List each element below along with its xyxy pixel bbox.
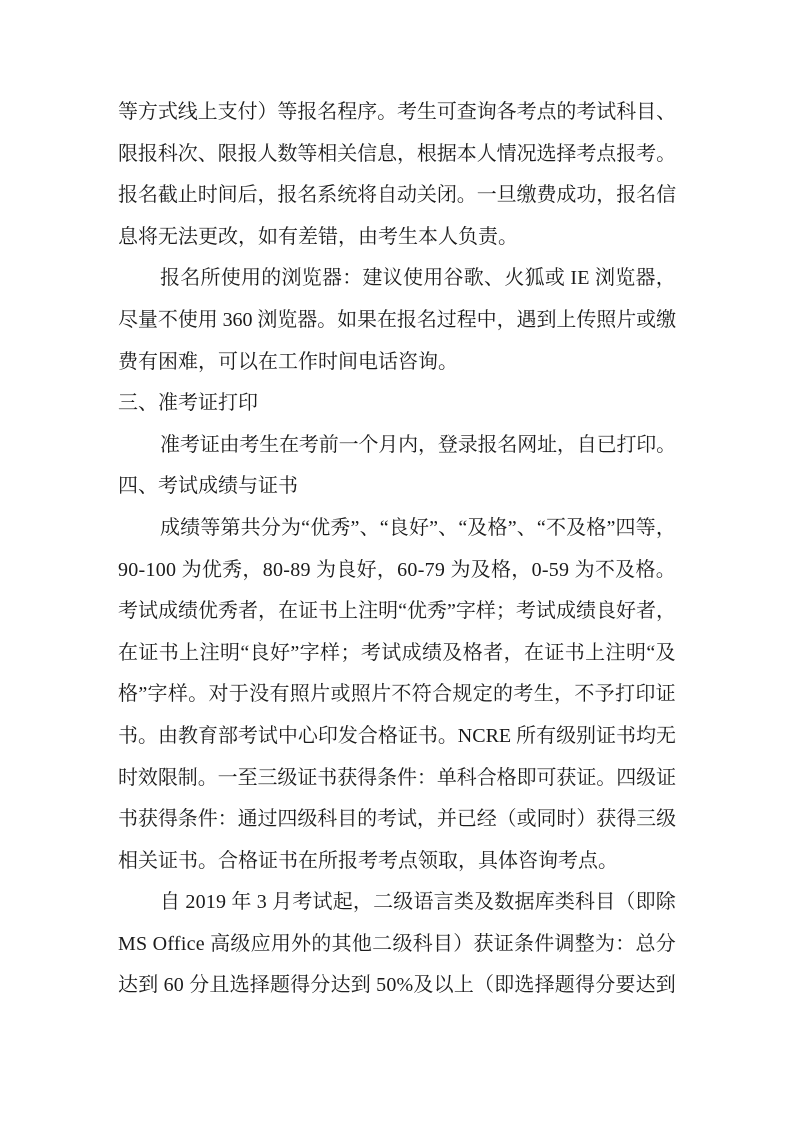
text-block bbox=[118, 92, 676, 1007]
text-line bbox=[118, 799, 676, 841]
text-line-content: 报名所使用的浏览器：建议使用谷歌、火狐或 IE 浏览器， bbox=[160, 267, 676, 290]
text-line-content: 考试成绩优秀者，在证书上注明“优秀”字样；考试成绩良好者， bbox=[118, 600, 676, 623]
text-line-content: 限报科次、限报人数等相关信息，根据本人情况选择考点报考。 bbox=[118, 142, 676, 165]
text-line-content: 时效限制。一至三级证书获得条件：单科合格即可获证。四级证 bbox=[118, 766, 676, 789]
text-line bbox=[118, 550, 676, 592]
section-heading-3 bbox=[118, 383, 676, 425]
text-line-content: 在证书上注明“良好”字样；考试成绩及格者，在证书上注明“及 bbox=[118, 641, 676, 664]
text-line bbox=[118, 591, 676, 633]
text-line bbox=[118, 342, 676, 384]
text-line bbox=[118, 674, 676, 716]
text-line bbox=[118, 258, 676, 300]
text-line bbox=[118, 716, 676, 758]
text-line bbox=[118, 508, 676, 550]
text-line bbox=[118, 134, 676, 176]
text-line-content: 报名截止时间后，报名系统将自动关闭。一旦缴费成功，报名信 bbox=[118, 184, 676, 207]
text-line-content: 准考证由考生在考前一个月内，登录报名网址，自已打印。 bbox=[160, 433, 676, 456]
text-line-content: 格”字样。对于没有照片或照片不符合规定的考生，不予打印证 bbox=[118, 683, 676, 706]
text-line-content: 等方式线上支付）等报名程序。考生可查询各考点的考试科目、 bbox=[118, 101, 676, 123]
text-line bbox=[118, 300, 676, 342]
section-heading-4 bbox=[118, 466, 676, 508]
text-line bbox=[118, 92, 676, 134]
text-line-content: 成绩等第共分为“优秀”、“良好”、“及格”、“不及格”四等， bbox=[160, 516, 676, 539]
text-line bbox=[118, 965, 676, 1007]
text-line bbox=[118, 425, 676, 467]
text-line-content: 书。由教育部考试中心印发合格证书。NCRE 所有级别证书均无 bbox=[118, 724, 676, 747]
text-line bbox=[118, 758, 676, 800]
text-line bbox=[118, 175, 676, 217]
section-heading-text: 四、考试成绩与证书 bbox=[118, 475, 298, 498]
text-line-content: 费有困难，可以在工作时间电话咨询。 bbox=[118, 350, 458, 373]
section-heading-text: 三、准考证打印 bbox=[118, 392, 258, 415]
text-line bbox=[118, 217, 676, 259]
text-line bbox=[118, 633, 676, 675]
text-line-content: 相关证书。合格证书在所报考考点领取，具体咨询考点。 bbox=[118, 849, 618, 872]
text-line-content: MS Office 高级应用外的其他二级科目）获证条件调整为：总分 bbox=[118, 932, 676, 955]
text-line bbox=[118, 924, 676, 966]
text-line-content: 尽量不使用 360 浏览器。如果在报名过程中，遇到上传照片或缴 bbox=[118, 308, 676, 331]
text-line bbox=[118, 841, 676, 883]
text-line bbox=[118, 882, 676, 924]
text-line-content: 书获得条件：通过四级科目的考试，并已经（或同时）获得三级 bbox=[118, 808, 676, 831]
text-line-content: 达到 60 分且选择题得分达到 50%及以上（即选择题得分要达到 bbox=[118, 974, 676, 997]
text-line-content: 90-100 为优秀，80-89 为良好，60-79 为及格，0-59 为不及格。 bbox=[118, 558, 676, 581]
text-line-content: 自 2019 年 3 月考试起，二级语言类及数据库类科目（即除 bbox=[160, 891, 676, 914]
text-line-content: 息将无法更改，如有差错，由考生本人负责。 bbox=[118, 225, 518, 248]
